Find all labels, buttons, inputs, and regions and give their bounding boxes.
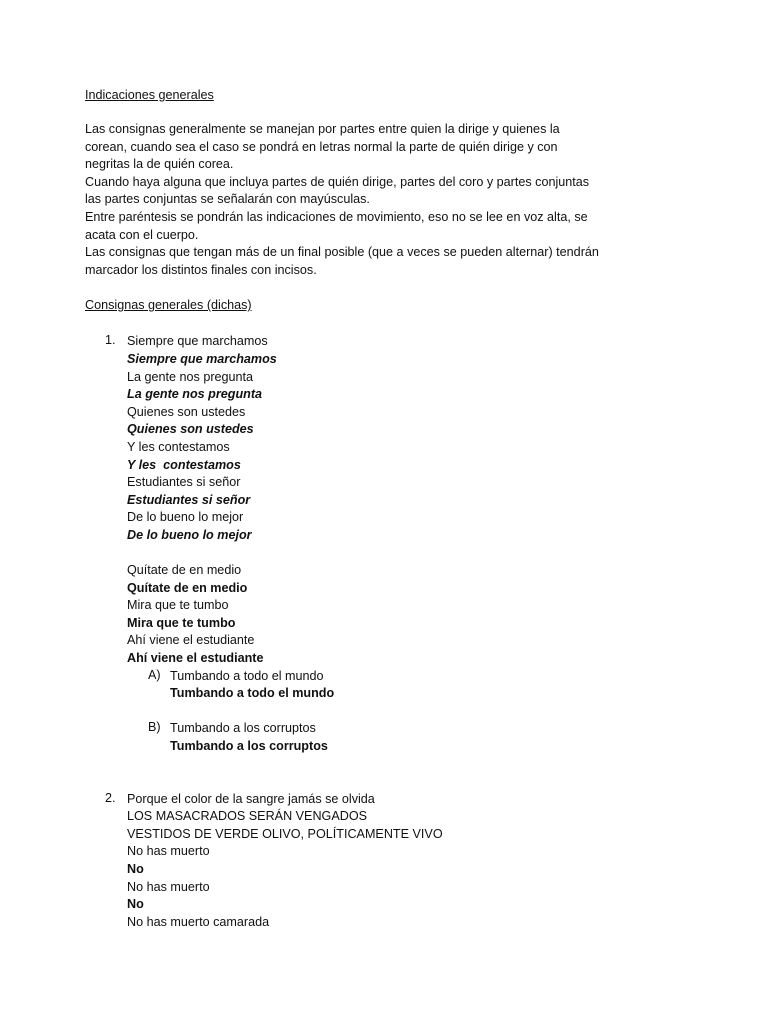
ending-option-b <box>127 720 725 755</box>
chorus-line: Ahí viene el estudiante <box>127 651 264 666</box>
leader-line: Quienes son ustedes <box>127 404 246 419</box>
leader-line: La gente nos pregunta <box>127 369 254 384</box>
leader-line: Quítate de en medio <box>127 563 242 578</box>
item-number: 1. <box>105 333 116 348</box>
chorus-line: Tumbando a los corruptos <box>170 739 328 753</box>
joint-line: LOS MASACRADOS SERÁN VENGADOS <box>127 809 368 824</box>
intro-line: Cuando haya alguna que incluya partes de quién dirige, partes del coro y partes conjuntas <box>85 174 590 189</box>
chorus-line: Y les contestamos <box>127 457 241 472</box>
leader-line: Tumbando a todo el mundo <box>170 668 324 683</box>
chorus-line: De lo bueno lo mejor <box>127 527 252 542</box>
section-heading-indicaciones: Indicaciones generales <box>85 88 214 102</box>
intro-line: las partes conjuntas se señalarán con mayúsculas. <box>85 192 370 207</box>
intro-line: corean, cuando sea el caso se pondrá en letras normal la parte de quién dirige y con <box>85 139 558 154</box>
option-letter: A) <box>148 667 161 682</box>
chorus-line: No <box>127 861 144 876</box>
chant-list <box>85 333 725 931</box>
chorus-line: Tumbando a todo el mundo <box>170 686 335 701</box>
leader-line: Y les contestamos <box>127 439 230 454</box>
leader-line: De lo bueno lo mejor <box>127 510 244 525</box>
leader-line: Estudiantes si señor <box>127 475 241 490</box>
item-number: 2. <box>105 790 116 805</box>
leader-line: Siempre que marchamos <box>127 334 268 349</box>
leader-line: Ahí viene el estudiante <box>127 633 255 648</box>
intro-line: Las consignas que tengan más de un final posible (que a veces se pueden alternar) tendrán <box>85 245 599 260</box>
chorus-line: La gente nos pregunta <box>127 387 263 402</box>
document-page <box>85 86 725 931</box>
section-heading-consignas: Consignas generales (dichas) <box>85 298 252 313</box>
leader-line: Tumbando a los corruptos <box>170 721 316 736</box>
chorus-line: Siempre que marchamos <box>127 351 277 366</box>
spacer <box>127 544 725 562</box>
intro-line: Entre paréntesis se pondrán las indicaciones de movimiento, eso no se lee en voz alta, se <box>85 209 588 224</box>
chorus-line: Quítate de en medio <box>127 580 248 595</box>
intro-line: acata con el cuerpo. <box>85 227 199 242</box>
leader-line: Mira que te tumbo <box>127 598 229 613</box>
chant-item-2 <box>85 791 725 932</box>
chorus-line: Mira que te tumbo <box>127 615 236 630</box>
leader-line: Porque el color de la sangre jamás se olvida <box>127 791 375 806</box>
intro-line: negritas la de quién corea. <box>85 157 234 172</box>
leader-line: No has muerto <box>127 879 210 894</box>
chorus-line: No <box>127 897 144 912</box>
intro-paragraph <box>85 121 725 279</box>
intro-line: marcador los distintos finales con incisos. <box>85 262 317 277</box>
leader-line: No has muerto camarada <box>127 914 270 929</box>
ending-option-a <box>127 668 725 703</box>
chorus-line: Estudiantes si señor <box>127 492 251 507</box>
chorus-line: Quienes son ustedes <box>127 422 254 437</box>
option-letter: B) <box>148 720 161 735</box>
spacer <box>127 703 725 721</box>
intro-line: Las consignas generalmente se manejan por partes entre quien la dirige y quienes la <box>85 122 560 136</box>
leader-line: No has muerto <box>127 844 210 859</box>
joint-line: VESTIDOS DE VERDE OLIVO, POLÍTICAMENTE VIVO <box>127 826 443 841</box>
chant-item-1 <box>85 333 725 755</box>
